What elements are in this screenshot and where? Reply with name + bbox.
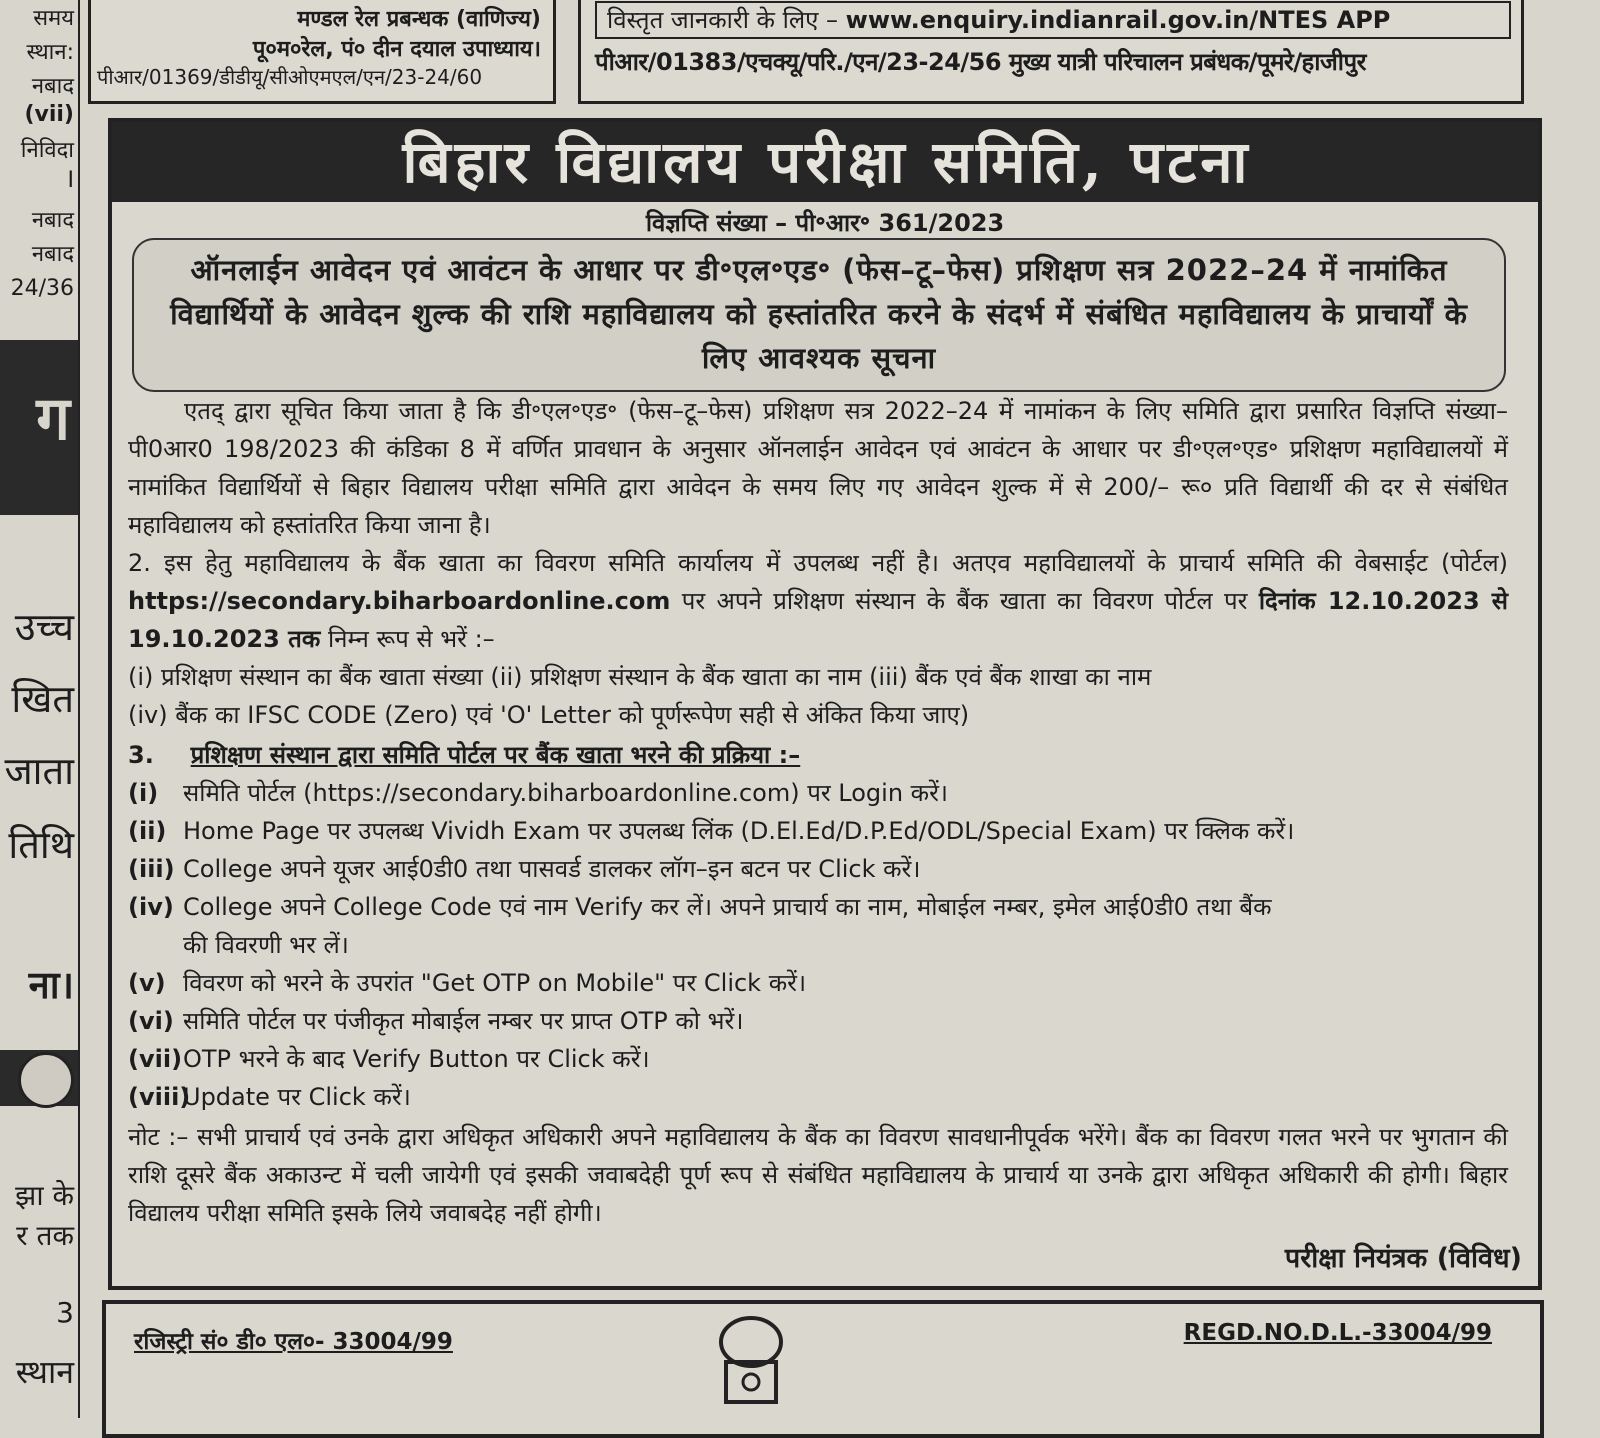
section-3-number: 3. (128, 741, 154, 769)
para2-mid: पर अपने प्रशिक्षण संस्थान के बैंक खाता का विवरण पोर्टल पर (681, 587, 1248, 615)
step-number: (iii) (128, 855, 175, 883)
items-line-2: (iv) बैंक का IFSC CODE (Zero) एवं 'O' Letter को पूर्णरूपेण सही से अंकित किया जाए) (128, 701, 970, 729)
step-text: Update पर Click करें। (183, 1083, 411, 1111)
notice-subject-box (132, 238, 1506, 392)
registry-number-hindi: रजिस्ट्री सं० डी० एल०- 33004/99 (134, 1329, 453, 1355)
step-number: (vi) (128, 1007, 174, 1035)
left-word: नबाद (31, 208, 74, 233)
step-row (128, 1002, 1508, 1040)
step-text: College अपने यूजर आई0डी0 तथा पासवर्ड डालकर लॉग–इन बटन पर Click करें। (183, 855, 921, 883)
step-number: (viii) (128, 1083, 191, 1111)
ad-left-line2: पू०म०रेल, पं० दीन दयाल उपाध्याय। (252, 37, 541, 62)
step-row (128, 1078, 1508, 1116)
notice-title-bar (112, 122, 1538, 202)
footer-box (102, 1300, 1544, 1438)
step-text: समिति पोर्टल पर पंजीकृत मोबाईल नम्बर पर प्राप्त OTP को भरें। (183, 1007, 744, 1035)
left-emblem-band (0, 1050, 78, 1106)
step-text: Home Page पर उपलब्ध Vividh Exam पर उपलब्ध लिंक (D.El.Ed/D.P.Ed/ODL/Special Exam) पर क्लिक करें। (183, 817, 1295, 845)
railway-ad-right (578, 0, 1524, 104)
step-text: समिति पोर्टल (https://secondary.biharboardonline.com) पर Login करें। (183, 779, 949, 807)
left-word: खित (11, 677, 74, 721)
ad-left-line3: पीआर/01369/डीडीयू/सीओएमएल/एन/23-24/60 (97, 65, 483, 89)
para2-pre: 2. इस हेतु महाविद्यालय के बैंक खाता का विवरण समिति कार्यालय में उपलब्ध नहीं है। अतएव महाविद्यालयों के प्राचार्य समिति की वेबसाईट (पोर्टल) (128, 549, 1508, 577)
left-word: (vii) (24, 102, 74, 127)
step-row (128, 964, 1508, 1002)
step-row (128, 888, 1508, 926)
left-black-band (0, 340, 78, 515)
section-3-heading: प्रशिक्षण संस्थान द्वारा समिति पोर्टल पर बैंक खाता भरने की प्रक्रिया :– (190, 741, 801, 769)
step-row (128, 1040, 1508, 1078)
national-emblem-icon (706, 1312, 796, 1412)
left-word: I (67, 168, 74, 193)
step-row (128, 774, 1508, 812)
paragraph-1: एतद् द्वारा सूचित किया जाता है कि डी॰एल॰एड॰ (फेस–टू–फेस) प्रशिक्षण सत्र 2022–24 में नामांकन के लिए समिति द्वारा प्रसारित विज्ञप्ति संख्या– पी0आर0 198/2023 की कंडिका 8 में वर्णित प्रावधान के अनुसार ऑनलाईन आवेदन एवं आवंटन के आधार पर डी॰एल॰एड॰ प्रशिक्षण महाविद्यालयों में नामांकित विद्यार्थियों से बिहार विद्यालय परीक्षा समिति द्वारा आवेदन के समय लिए गए आवेदन शुल्क में से 200/– रू० प्रति विद्यार्थी की दर से संबंधित महाविद्यालय को हस्तांतरित किया जाना है। (128, 397, 1508, 539)
step-text: College अपने College Code एवं नाम Verify कर लें। अपने प्राचार्य का नाम, मोबाईल नम्बर, इमेल आई0डी0 तथा बैंक (183, 893, 1272, 921)
railway-ad-left (88, 0, 556, 104)
step-text: OTP भरने के बाद Verify Button पर Click करें। (183, 1045, 650, 1073)
left-band-letter: ग (36, 384, 70, 454)
paragraph-2 (128, 544, 1508, 658)
items-line-1: (i) प्रशिक्षण संस्थान का बैंक खाता संख्या (ii) प्रशिक्षण संस्थान के बैंक खाता का नाम (iii) बैंक एवं बैंक शाखा का नाम (128, 663, 1152, 691)
note-paragraph: नोट :– सभी प्राचार्य एवं उनके द्वारा अधिकृत अधिकारी अपने महाविद्यालय के बैंक का विवरण सावधानीपूर्वक भरेंगे। बैंक का विवरण गलत भरने पर भुगतान की राशि दूसरे बैंक अकाउन्ट में चली जायेगी एवं इसकी जवाबदेही पूर्ण रूप से संबंधित महाविद्यालय के प्राचार्य या उनके द्वारा अधिकृत अधिकारी की होगी। बिहार विद्यालय परीक्षा समिति इसके लिये जवाबदेह नहीं होगी। (128, 1123, 1508, 1227)
ad-right-code: पीआर/01383/एचक्यू/परि./एन/23-24/56 मुख्य यात्री परिचालन प्रबंधक/पूमरे/हाजीपुर (595, 48, 1366, 76)
round-seal-icon (18, 1052, 74, 1108)
step-text: की विवरणी भर लें। (183, 931, 349, 959)
left-column-clipped (0, 0, 78, 1418)
step-row (128, 850, 1508, 888)
step-number: (v) (128, 969, 166, 997)
left-word: उच्च (14, 605, 74, 649)
left-word: तिथि (8, 823, 74, 867)
section-3-heading-row (128, 736, 1508, 774)
step-number: (vii) (128, 1045, 183, 1073)
left-word: झा के (15, 1179, 74, 1212)
portal-url: https://secondary.biharboardonline.com (128, 587, 671, 615)
step-number: (i) (128, 779, 159, 807)
ad-left-line1: मण्डल रेल प्रबन्धक (वाणिज्य) (297, 7, 541, 32)
step-row (128, 812, 1508, 850)
step-text: विवरण को भरने के उपरांत "Get OTP on Mobile" पर Click करें। (183, 969, 807, 997)
left-word: र तक (16, 1219, 74, 1252)
ad-right-info (595, 1, 1511, 39)
step-number: (ii) (128, 817, 167, 845)
notice-subject: ऑनलाईन आवेदन एवं आवंटन के आधार पर डी॰एल॰एड॰ (फेस–टू–फेस) प्रशिक्षण सत्र 2022–24 में नामांकित विद्यार्थियों के आवेदन शुल्क की राशि महाविद्यालय को हस्तांतरित करने के संदर्भ में संबंधित महाविद्यालय के प्राचार्यों के लिए आवश्यक सूचना (170, 253, 1468, 375)
left-word: 3 (56, 1296, 74, 1329)
left-word: 24/36 (10, 276, 74, 301)
left-word: नबाद (31, 242, 74, 267)
registry-number-english: REGD.NO.D.L.-33004/99 (1183, 1320, 1492, 1346)
signature: परीक्षा नियंत्रक (विविध) (1284, 1243, 1522, 1274)
ad-right-info-url: www.enquiry.indianrail.gov.in/NTES APP (845, 6, 1391, 34)
para2-post: निम्न रूप से भरें :– (327, 625, 495, 653)
notice-number: विज्ञप्ति संख्या – पी॰आर॰ 361/2023 (645, 209, 1005, 237)
left-word: समय (33, 6, 74, 31)
left-word: स्थान (15, 1353, 74, 1391)
step-number: (iv) (128, 893, 174, 921)
step-row (128, 926, 1508, 964)
notice-title: बिहार विद्यालय परीक्षा समिति, पटना (402, 128, 1252, 196)
notice-box (108, 118, 1542, 1290)
left-word: निविदा (20, 138, 74, 163)
left-word: स्थान: (26, 40, 74, 65)
left-word: नबाद (31, 74, 74, 99)
ad-right-info-prefix: विस्तृत जानकारी के लिए – (607, 6, 838, 34)
para2-dates: दिनांक 12.10.2023 से 19.10.2023 तक (128, 587, 1508, 653)
left-word: जाता (4, 749, 74, 793)
left-word: ना। (28, 963, 74, 1007)
column-divider (78, 0, 80, 1418)
